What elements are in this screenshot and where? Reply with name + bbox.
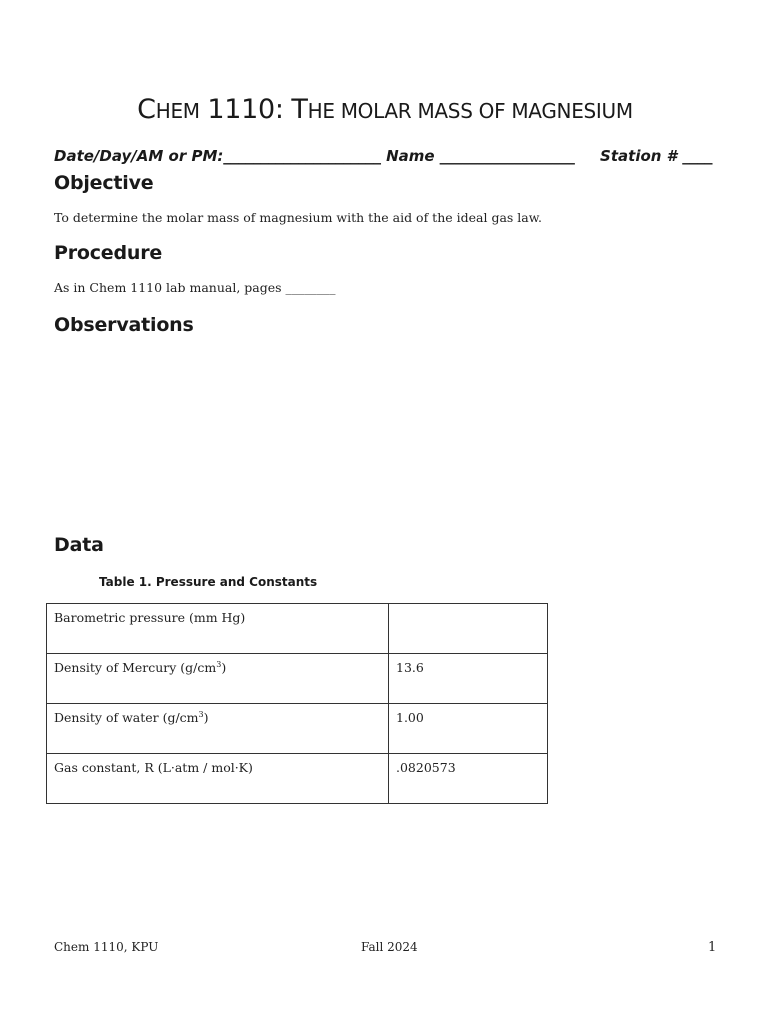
table-cell-value: 1.00	[389, 704, 548, 754]
table-row	[47, 704, 548, 754]
page-title	[0, 94, 770, 125]
table-cell-label	[47, 704, 389, 754]
title-initial-t: T	[291, 94, 308, 125]
superscript: 3	[216, 660, 222, 669]
table-cell-value[interactable]	[389, 604, 548, 654]
objective-text: To determine the molar mass of magnesium with the aid of the ideal gas law.	[54, 210, 542, 225]
procedure-heading: Procedure	[54, 242, 163, 264]
table-cell-value: .0820573	[389, 754, 548, 804]
observations-heading: Observations	[54, 314, 194, 336]
table-cell-label	[47, 654, 389, 704]
label-text: Density of Mercury (g/cm	[54, 660, 217, 676]
table-cell-label: Barometric pressure (mm Hg)	[47, 604, 389, 654]
name-field[interactable]: Name __________________	[386, 147, 575, 165]
table-row	[47, 754, 548, 804]
data-heading: Data	[54, 534, 104, 556]
table-cell-label: Gas constant, R (L·atm / mol·K)	[47, 754, 389, 804]
title-initial-c: C	[137, 94, 156, 125]
footer-center: Fall 2024	[361, 940, 418, 954]
title-subject: HE MOLAR MASS OF MAGNESIUM	[307, 99, 633, 123]
table-caption: Table 1. Pressure and Constants	[99, 575, 318, 589]
title-chem: HEM	[155, 99, 200, 123]
table-row	[47, 654, 548, 704]
pressure-constants-table	[46, 603, 548, 804]
objective-heading: Objective	[54, 172, 154, 194]
info-line	[54, 147, 734, 165]
label-text: )	[203, 710, 209, 726]
label-text: Density of water (g/cm	[54, 710, 199, 726]
table-row	[47, 604, 548, 654]
station-field[interactable]: Station # ____	[600, 147, 713, 165]
title-course-number: 1110:	[207, 94, 284, 125]
table-cell-value: 13.6	[389, 654, 548, 704]
superscript: 3	[198, 710, 204, 719]
label-text: )	[221, 660, 227, 676]
date-field[interactable]: Date/Day/AM or PM:_____________________	[54, 147, 381, 165]
page-number: 1	[708, 940, 717, 955]
footer-left: Chem 1110, KPU	[54, 940, 159, 954]
procedure-text: As in Chem 1110 lab manual, pages ________	[54, 280, 336, 295]
